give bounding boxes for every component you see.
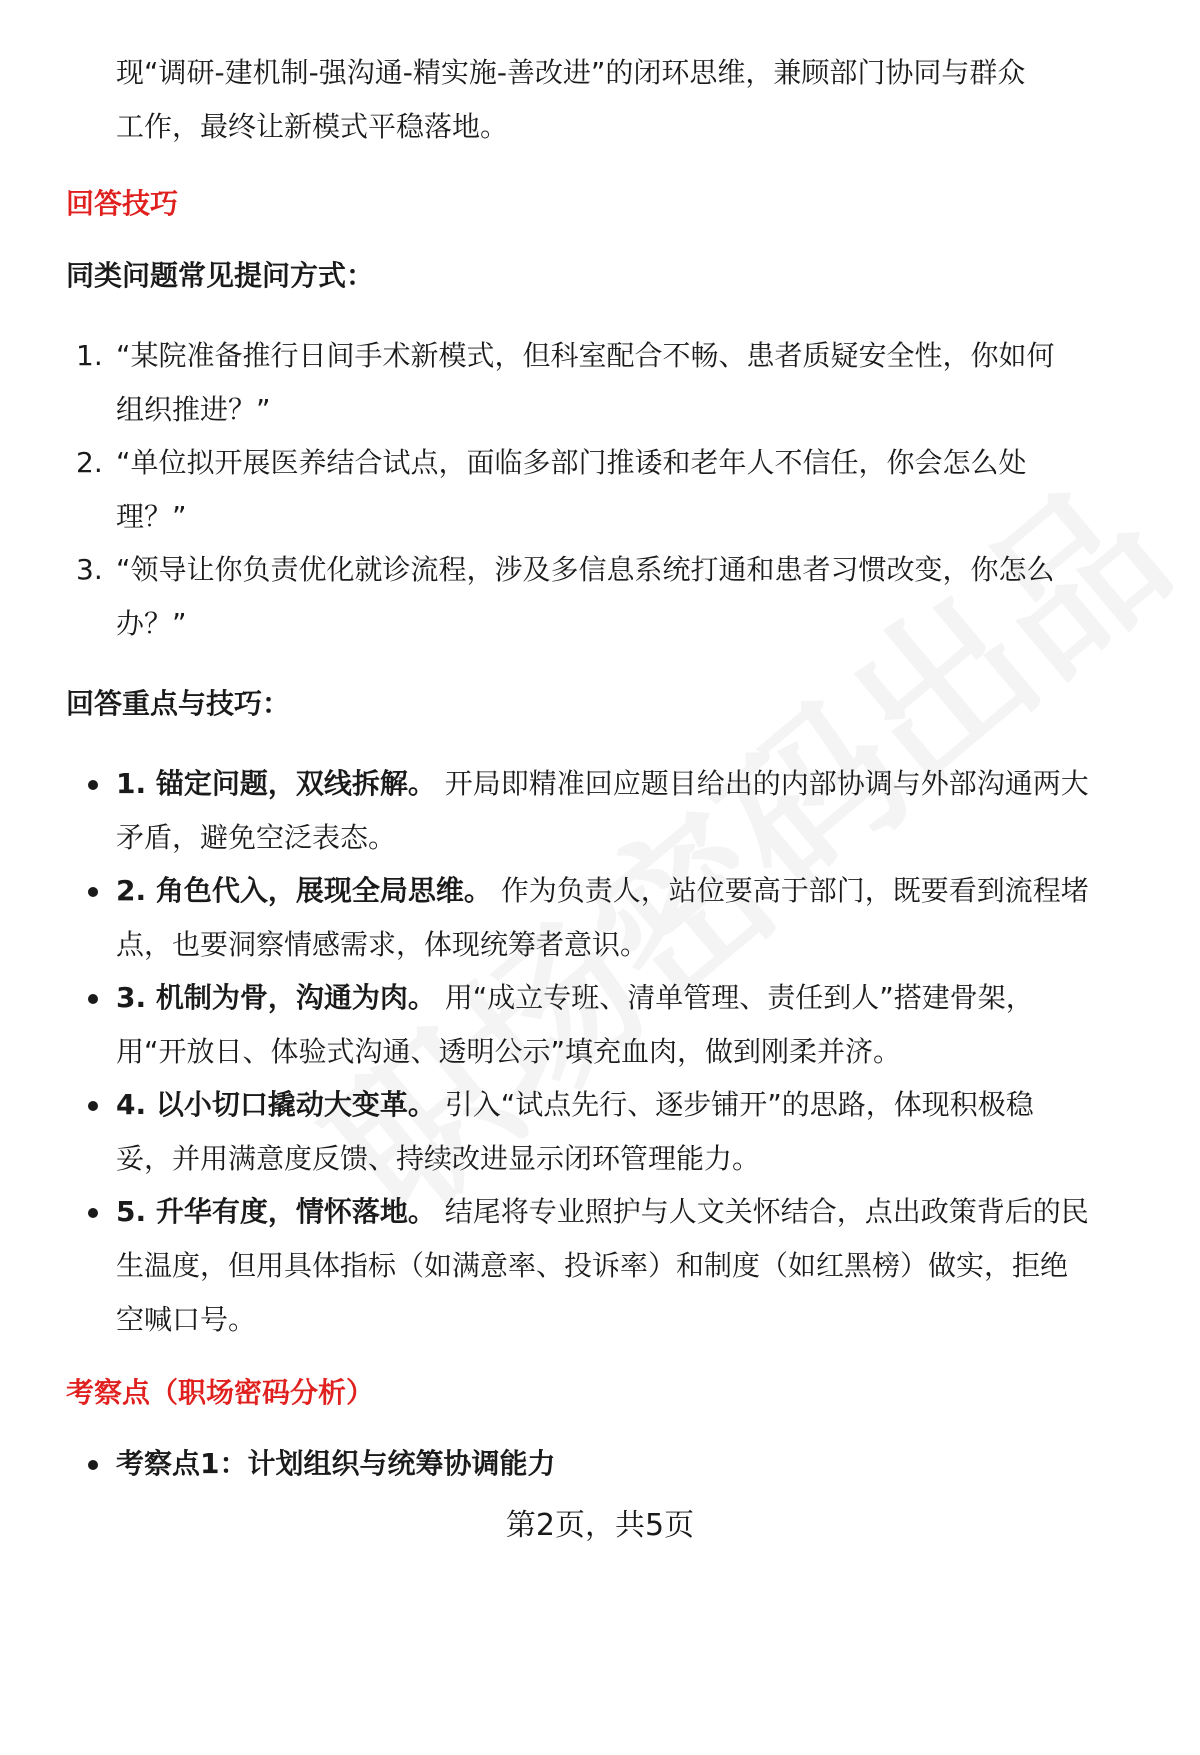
key-point-title: 2. 角色代入，展现全局思维。 (116, 874, 492, 907)
key-point-line: 矛盾，避免空泛表态。 (116, 821, 397, 854)
key-point-text: 用“成立专班、清单管理、责任到人”搭建骨架， (435, 981, 1034, 1014)
key-point-text: 作为负责人，站位要高于部门，既要看到流程堵 (491, 874, 1089, 907)
key-point-line: 用“开放日、体验式沟通、透明公示”填充血肉，做到刚柔并济。 (116, 1035, 902, 1068)
question-item-line: “某院准备推行日间手术新模式，但科室配合不畅、患者质疑安全性，你如何 (116, 339, 1055, 372)
key-point-line: 生温度，但用具体指标（如满意率、投诉率）和制度（如红黑榜）做实，拒绝 (116, 1249, 1069, 1282)
bullet-icon (88, 780, 98, 790)
bullet-icon (88, 1101, 98, 1111)
question-item-line: “单位拟开展医养结合试点，面临多部门推诿和老年人不信任，你会怎么处 (116, 446, 1027, 479)
key-point-line: 空喊口号。 (116, 1303, 257, 1336)
intro-line-1: 现“调研-建机制-强沟通-精实施-善改进”的闭环思维，兼顾部门协同与群众 (116, 56, 1026, 89)
watermark (271, 421, 1200, 1264)
page-number: 第2页，共5页 (505, 1508, 695, 1543)
key-point-line: 点，也要洞察情感需求，体现统筹者意识。 (116, 928, 649, 961)
key-point-line (116, 1192, 1089, 1232)
key-point-line (116, 1085, 1034, 1125)
intro-line-2: 工作，最终让新模式平稳落地。 (116, 110, 509, 143)
common-questions-heading: 同类问题常见提问方式： (66, 259, 375, 292)
key-point-line: 妥，并用满意度反馈、持续改进显示闭环管理能力。 (116, 1142, 761, 1175)
key-point-title: 5. 升华有度，情怀落地。 (116, 1195, 436, 1228)
question-item-line: 办？” (116, 607, 187, 640)
question-item-line: “领导让你负责优化就诊流程，涉及多信息系统打通和患者习惯改变，你怎么 (116, 553, 1055, 586)
bullet-icon (88, 887, 98, 897)
bullet-icon (88, 994, 98, 1004)
question-number: 1. (76, 339, 103, 372)
exam-point-item: 考察点1：计划组织与统筹协调能力 (116, 1447, 556, 1480)
key-point-line (116, 764, 1089, 804)
key-point-line (116, 871, 1089, 911)
question-item-line: 理？” (116, 500, 187, 533)
question-number: 3. (76, 553, 103, 586)
key-point-title: 1. 锚定问题，双线拆解。 (116, 767, 436, 800)
bullet-icon (88, 1460, 98, 1470)
question-number: 2. (76, 446, 103, 479)
key-point-text: 开局即精准回应题目给出的内部协调与外部沟通两大 (435, 767, 1089, 800)
section-heading-exam-points: 考察点（职场密码分析） (66, 1376, 375, 1409)
key-point-text: 结尾将专业照护与人文关怀结合，点出政策背后的民 (435, 1195, 1089, 1228)
key-point-title: 3. 机制为骨，沟通为肉。 (116, 981, 436, 1014)
question-item-line: 组织推进？” (116, 393, 271, 426)
key-point-title: 4. 以小切口撬动大变革。 (116, 1088, 436, 1121)
bullet-icon (88, 1208, 98, 1218)
key-points-heading: 回答重点与技巧： (66, 687, 291, 720)
section-heading-answer-tips: 回答技巧 (66, 187, 179, 220)
key-point-line (116, 978, 1034, 1018)
key-point-text: 引入“试点先行、逐步铺开”的思路，体现积极稳 (435, 1088, 1034, 1121)
